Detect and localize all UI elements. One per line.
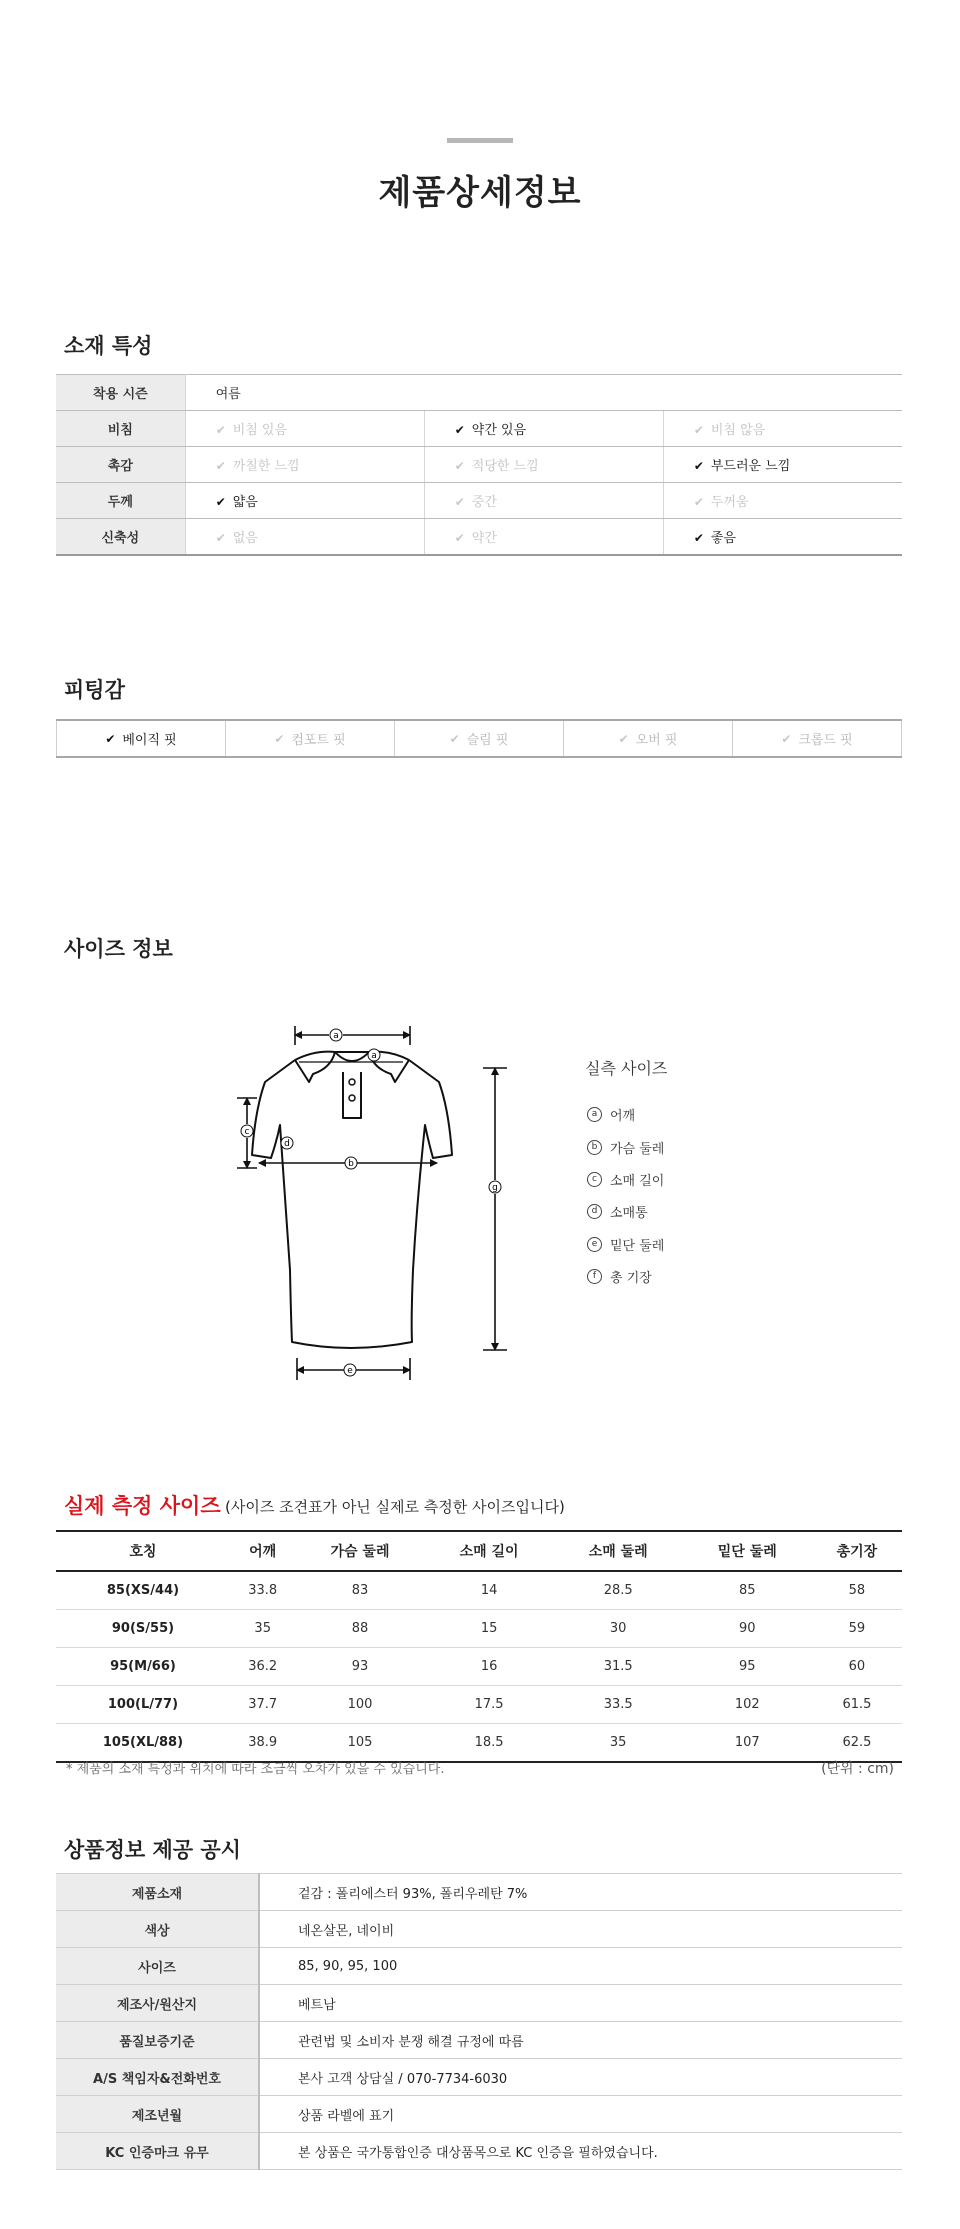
measure-cell: 105 [347, 1735, 373, 1750]
measure-cell: 15 [425, 1610, 554, 1648]
legend-item [587, 1267, 652, 1286]
material-option-label: 부드러운 느낌 [710, 459, 791, 474]
notice-row [56, 2022, 902, 2059]
material-option-label: 약간 있음 [471, 423, 527, 438]
notice-value: 네온살몬, 네이비 [259, 1911, 902, 1948]
measure-unit: (단위 : cm) [821, 1761, 894, 1777]
notice-value: 상품 라벨에 표기 [259, 2096, 902, 2133]
fitting-section-title: 피팅감 [64, 678, 125, 702]
material-option-label: 좋음 [710, 531, 736, 546]
measure-cell: 107 [734, 1735, 760, 1750]
measure-row [56, 1724, 902, 1763]
material-label: 두께 [56, 483, 185, 519]
material-option-label: 적당한 느낌 [471, 459, 539, 474]
legend-item [587, 1202, 648, 1221]
legend-item [587, 1105, 635, 1124]
measure-table [56, 1530, 902, 1763]
notice-label: 제품소재 [56, 1874, 259, 1911]
notice-value: 관련법 및 소비자 분쟁 해결 규정에 따름 [259, 2022, 902, 2059]
fit-option-label: 크롭드 핏 [798, 733, 853, 748]
check-icon: ✔ [781, 731, 792, 746]
measure-cell: 17.5 [425, 1686, 554, 1724]
measure-cell: 33.8 [230, 1571, 296, 1610]
check-icon: ✔ [449, 731, 460, 746]
material-section-title: 소재 특성 [64, 334, 153, 358]
measure-cell: 36.2 [230, 1648, 296, 1686]
material-option [663, 519, 902, 556]
material-option-label: 약간 [471, 531, 497, 546]
marker-e: e [347, 1366, 353, 1376]
material-option [185, 483, 424, 519]
notice-row [56, 1911, 902, 1948]
notice-value: 본사 고객 상담실 / 070-7734-6030 [259, 2059, 902, 2096]
measure-cell: 85(XS/44) [56, 1571, 230, 1610]
measure-cell: 37.7 [230, 1686, 296, 1724]
check-icon: ✔ [105, 731, 116, 746]
measure-header: 호칭 [56, 1531, 230, 1571]
notice-value: 겉감 : 폴리에스터 93%, 폴리우레탄 7% [259, 1874, 902, 1911]
measure-cell: 83 [295, 1571, 424, 1610]
measure-cell: 33.5 [554, 1686, 683, 1724]
material-option-label: 두꺼움 [710, 495, 749, 510]
legend-item [587, 1235, 664, 1254]
notice-row [56, 1874, 902, 1911]
legend-label: 소매통 [610, 1206, 648, 1221]
measure-cell: 102 [683, 1686, 812, 1724]
check-icon: ✔ [454, 423, 465, 437]
material-label: 신축성 [56, 519, 185, 556]
material-option [424, 447, 663, 483]
material-option [663, 483, 902, 519]
fitting-options [56, 719, 902, 758]
measure-section-title: 실제 측정 사이즈 [64, 1494, 221, 1518]
legend-marker: e [587, 1237, 602, 1252]
shirt-buttons [349, 1079, 355, 1101]
material-option [185, 447, 424, 483]
notice-section-title: 상품정보 제공 공시 [64, 1838, 241, 1862]
notice-label: 사이즈 [56, 1948, 259, 1985]
measure-cell: 90 [683, 1610, 812, 1648]
measure-header: 소매 둘레 [554, 1531, 683, 1571]
marker-b: b [348, 1159, 354, 1169]
legend-item [587, 1170, 664, 1189]
legend-marker: c [587, 1172, 602, 1187]
notice-label: 제조사/원산지 [56, 1985, 259, 2022]
material-option-label: 비침 않음 [710, 423, 766, 438]
fit-option-label: 컴포트 핏 [291, 733, 346, 748]
material-season-value: 여름 [185, 375, 902, 411]
measure-cell: 85 [683, 1571, 812, 1610]
legend-marker: d [587, 1204, 602, 1219]
material-option [424, 411, 663, 447]
legend-item [587, 1138, 664, 1157]
fit-option-label: 베이직 핏 [122, 733, 177, 748]
measure-cell: 95 [683, 1648, 812, 1686]
measure-cell: 93 [295, 1648, 424, 1686]
material-option [663, 447, 902, 483]
material-option-label: 까칠한 느낌 [232, 459, 300, 474]
legend-label: 밑단 둘레 [610, 1239, 665, 1254]
notice-row [56, 1985, 902, 2022]
size-legend-title: 실측 사이즈 [585, 1059, 668, 1078]
material-option [663, 411, 902, 447]
measure-cell: 16 [425, 1648, 554, 1686]
title-divider-bar [447, 138, 513, 143]
fit-option [394, 721, 563, 756]
measure-cell: 62.5 [842, 1735, 872, 1750]
notice-label: 색상 [56, 1911, 259, 1948]
fit-option [732, 721, 902, 756]
check-icon: ✔ [215, 459, 226, 473]
check-icon: ✔ [693, 495, 704, 509]
fit-option-label: 오버 핏 [635, 733, 678, 748]
material-table [56, 374, 902, 556]
fit-option-label: 슬림 핏 [466, 733, 509, 748]
material-row [56, 483, 902, 519]
material-option-label: 없음 [232, 531, 258, 546]
material-row [56, 447, 902, 483]
measure-header: 어깨 [230, 1531, 296, 1571]
notice-row [56, 2096, 902, 2133]
notice-row [56, 1948, 902, 1985]
measure-cell: 58 [812, 1571, 902, 1610]
measure-header: 총기장 [812, 1531, 902, 1571]
material-row [56, 519, 902, 556]
measure-cell: 88 [295, 1610, 424, 1648]
check-icon: ✔ [274, 731, 285, 746]
material-row-season [56, 375, 902, 411]
check-icon: ✔ [454, 459, 465, 473]
fit-option [225, 721, 394, 756]
fit-option [56, 721, 225, 756]
measure-cell: 38.9 [248, 1735, 278, 1750]
legend-label: 가슴 둘레 [610, 1142, 665, 1157]
material-label: 착용 시즌 [56, 375, 185, 411]
measure-cell: 105(XL/88) [102, 1735, 184, 1750]
measure-cell: 95(M/66) [56, 1648, 230, 1686]
notice-label: 제조년월 [56, 2096, 259, 2133]
notice-label: A/S 책임자&전화번호 [56, 2059, 259, 2096]
notice-value: 베트남 [259, 1985, 902, 2022]
measure-cell: 14 [425, 1571, 554, 1610]
measure-note: * 제품의 소재 특성과 위치에 따라 조금씩 오차가 있을 수 있습니다. [66, 1762, 445, 1777]
measure-cell: 35 [230, 1610, 296, 1648]
measure-row [56, 1571, 902, 1610]
material-option [185, 519, 424, 556]
check-icon: ✔ [215, 423, 226, 437]
legend-label: 어깨 [610, 1109, 636, 1124]
measure-cell: 30 [554, 1610, 683, 1648]
legend-marker: f [587, 1269, 602, 1284]
notice-label: 품질보증기준 [56, 2022, 259, 2059]
notice-table [56, 1873, 902, 2170]
material-option [185, 411, 424, 447]
measure-cell: 61.5 [812, 1686, 902, 1724]
check-icon: ✔ [215, 495, 226, 509]
measure-cell: 90(S/55) [56, 1610, 230, 1648]
check-icon: ✔ [454, 531, 465, 545]
measure-lines [237, 1026, 507, 1380]
measure-cell: 35 [609, 1735, 627, 1750]
marker-g: g [492, 1183, 498, 1193]
material-option-label: 얇음 [232, 495, 258, 510]
notice-value: 본 상품은 국가통합인증 대상품목으로 KC 인증을 필하였습니다. [259, 2133, 902, 2170]
shirt-measure-diagram [225, 1020, 525, 1380]
check-icon: ✔ [454, 495, 465, 509]
measure-cell: 60 [812, 1648, 902, 1686]
material-option [424, 483, 663, 519]
legend-marker: a [587, 1107, 602, 1122]
measure-header: 소매 길이 [425, 1531, 554, 1571]
notice-label: KC 인증마크 유무 [56, 2133, 259, 2170]
measure-cell: 18.5 [474, 1735, 504, 1750]
check-icon: ✔ [693, 531, 704, 545]
notice-row [56, 2133, 902, 2170]
measure-cell: 100 [295, 1686, 424, 1724]
measure-header: 밑단 둘레 [683, 1531, 812, 1571]
page-title: 제품상세정보 [378, 173, 582, 213]
measure-section-subtitle: (사이즈 조견표가 아닌 실제로 측정한 사이즈입니다) [225, 1498, 565, 1516]
check-icon: ✔ [693, 423, 704, 437]
marker-a-top: a [333, 1031, 339, 1041]
size-info-section-title: 사이즈 정보 [64, 937, 173, 961]
legend-marker: b [587, 1140, 602, 1155]
check-icon: ✔ [215, 531, 226, 545]
notice-value: 85, 90, 95, 100 [259, 1948, 902, 1985]
material-option [424, 519, 663, 556]
measure-cell: 31.5 [554, 1648, 683, 1686]
marker-c: c [244, 1127, 250, 1137]
legend-label: 총 기장 [610, 1271, 652, 1286]
material-label: 촉감 [56, 447, 185, 483]
measure-cell: 100(L/77) [56, 1686, 230, 1724]
measure-row [56, 1648, 902, 1686]
material-label: 비침 [56, 411, 185, 447]
material-option-label: 비침 있음 [232, 423, 288, 438]
notice-row [56, 2059, 902, 2096]
measure-header-row [56, 1531, 902, 1571]
material-option-label: 중간 [471, 495, 497, 510]
measure-cell: 59 [812, 1610, 902, 1648]
measure-cell: 28.5 [554, 1571, 683, 1610]
fit-option [563, 721, 732, 756]
measure-header: 가슴 둘레 [295, 1531, 424, 1571]
check-icon: ✔ [693, 459, 704, 473]
material-row [56, 411, 902, 447]
marker-d: d [284, 1139, 290, 1149]
measure-row [56, 1610, 902, 1648]
marker-a-collar: a [371, 1051, 377, 1061]
legend-label: 소매 길이 [610, 1174, 665, 1189]
check-icon: ✔ [618, 731, 629, 746]
measure-row [56, 1686, 902, 1724]
diagram-markers [241, 1029, 501, 1376]
